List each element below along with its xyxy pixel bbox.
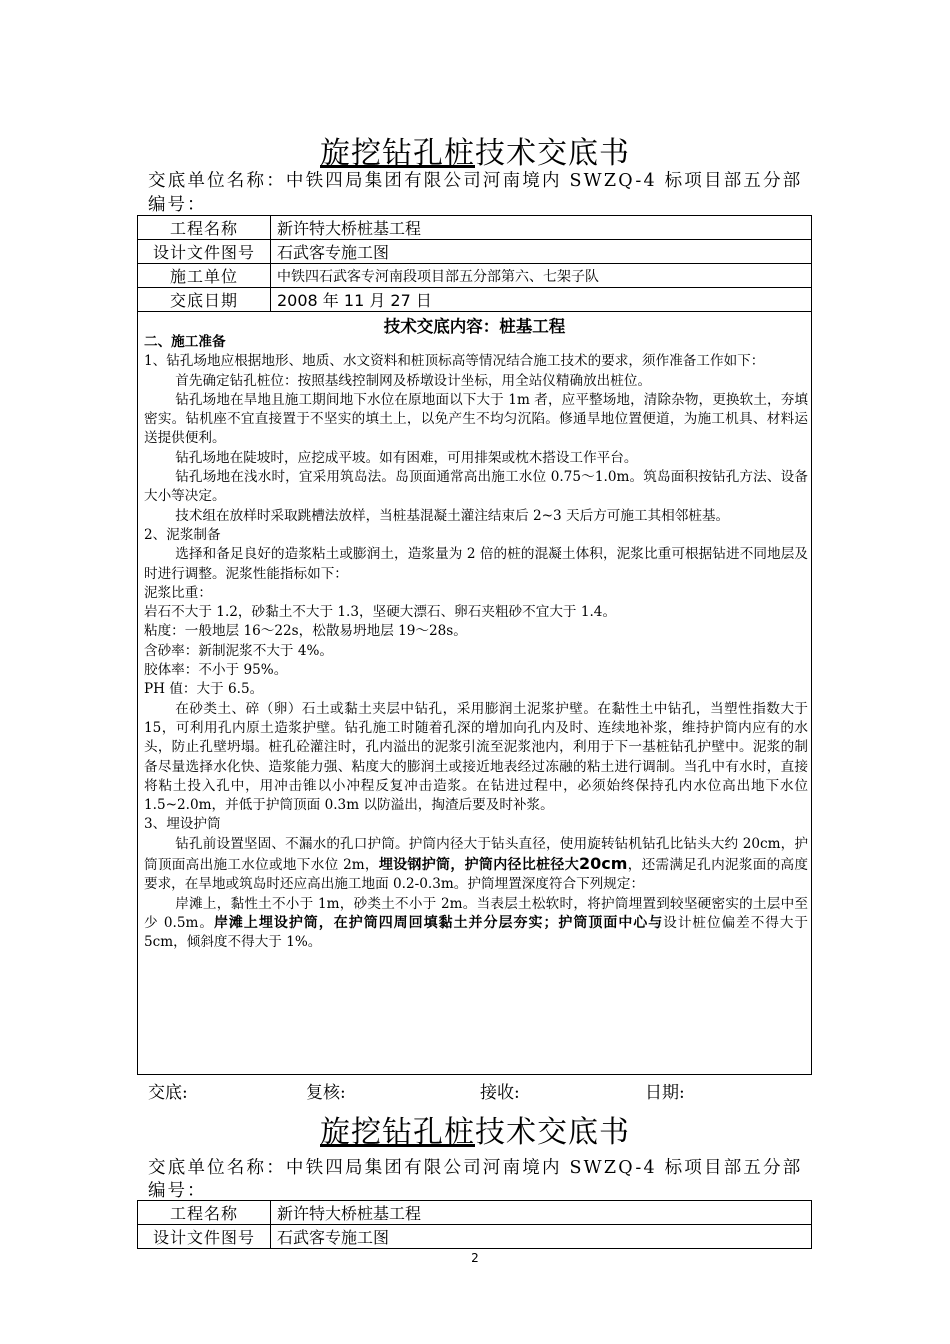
sign-review: 复核: (306, 1083, 346, 1103)
table-row (138, 216, 812, 240)
title-rest: 技术交底书 (475, 136, 630, 171)
paragraph: 钻孔场地在旱地且施工期间地下水位在原地面以下大于 1m 者，应平整场地，清除杂物，更换软土，夯填密实。钻机座不宜直接置于不坚实的填土上，以免产生不均匀沉陷。修通旱地位置便道，为施工机具、材料运送提供便利。 (144, 391, 808, 447)
paragraph: PH 值：大于 6.5。 (144, 681, 264, 698)
paragraph: 钻孔场地在陡坡时，应挖成平坡。如有困难，可用排架或枕木搭设工作平台。 (175, 449, 638, 466)
info-key: 设计文件图号 (138, 1225, 271, 1249)
bold-text-run: 岸滩上埋设护筒，在护筒四周回填黏土并分层夯实；护筒顶面中心与 (213, 914, 664, 931)
info-key: 工程名称 (138, 216, 271, 240)
paragraph: 选择和备足良好的造浆粘土或膨润土，造浆量为 2 倍的桩的混凝土体积，泥浆比重可根据钻进不同地层及时进行调整。泥浆性能指标如下： (144, 546, 808, 582)
table-row (138, 288, 812, 312)
table-row (138, 1201, 812, 1225)
title-rest: 技术交底书 (475, 1115, 630, 1150)
sign-handover: 交底: (148, 1083, 188, 1103)
paragraph (144, 835, 808, 895)
info-value: 新许特大桥桩基工程 (271, 1201, 812, 1225)
text-run: 岸滩上，黏性土不小于 1m，砂类土不小于 2m。当表层土松软时，将护筒埋置到较坚硬密实的土层中至少 0.5m。 (144, 895, 808, 931)
serial-number-label: 编号： (148, 195, 207, 215)
info-value: 2008 年 11 月 27 日 (271, 288, 812, 312)
paragraph: 技术组在放样时采取跳槽法放样，当桩基混凝土灌注结束后 2~3 天后方可施工其相邻桩基。 (175, 507, 730, 524)
table-row (138, 264, 812, 288)
info-key: 交底日期 (138, 288, 271, 312)
title-underlined: 旋挖钻孔桩 (320, 136, 475, 171)
info-value: 石武客专施工图 (271, 1225, 812, 1249)
paragraph: 在砂类土、碎（卵）石土或黏土夹层中钻孔，采用膨润土泥浆护壁。在黏性土中钻孔，当塑性指数大于 15，可利用孔内原土造浆护壁。钻孔施工时随着孔深的增加向孔内及时、连续地补浆，维持护筒内应有的水头，防止孔壁坍塌。桩孔砼灌注时，孔内溢出的泥浆引流至泥浆池内，利用于下一基桩钻孔护壁中。泥浆的制备尽量选择水化快、造浆能力强、粘度大的膨润土或接近地表经过冻融的粘土进行调制。当孔中有水时，直接将粘土投入孔中，用冲击锥以小冲程反复冲击造浆。在钻进过程中，必须始终保持孔内水位高出地下水位 1.5~2.0m，并低于护筒顶面 0.3m 以防溢出，掏渣后要及时补浆。 (144, 700, 808, 814)
sign-date: 日期: (645, 1083, 685, 1103)
table-row (138, 240, 812, 264)
document-title (0, 128, 950, 172)
serial-number-label: 编号： (148, 1181, 207, 1201)
title-underlined: 旋挖钻孔桩 (320, 1115, 475, 1150)
info-value: 新许特大桥桩基工程 (271, 216, 812, 240)
info-value: 石武客专施工图 (271, 240, 812, 264)
paragraph: 3、埋设护筒 (144, 816, 221, 833)
text-run: 钻孔前设置坚固、不漏水的孔口护筒。护筒内径大于钻头直径，使用旋转钻机钻孔比钻头大约 20cm，护筒顶面高出施工水位或地下水位 2m， (144, 835, 808, 874)
paragraph: 粘度：一般地层 16～22s，松散易坍地层 19～28s。 (144, 623, 467, 640)
paragraph: 泥浆比重： (144, 584, 212, 601)
content-title: 技术交底内容：桩基工程 (383, 317, 566, 336)
info-value: 中铁四石武客专河南段项目部五分部第六、七架子队 (271, 264, 812, 288)
paragraph: 岩石不大于 1.2，砂黏土不大于 1.3，坚硬大漂石、卵石夹粗砂不宜大于 1.4。 (144, 604, 617, 621)
info-key: 施工单位 (138, 264, 271, 288)
issuing-unit-line: 交底单位名称：中铁四局集团有限公司河南境内 SWZQ-4 标项目部五分部 (148, 171, 803, 191)
section-heading: 二、施工准备 (144, 334, 226, 350)
paragraph: 钻孔场地在浅水时，宜采用筑岛法。岛顶面通常高出施工水位 0.75～1.0m。筑岛面积按钻孔方法、设备大小等决定。 (144, 469, 808, 505)
project-info-table (137, 215, 812, 312)
project-info-table (137, 1200, 812, 1249)
paragraph: 首先确定钻孔桩位：按照基线控制网及桥墩设计坐标，用全站仪精确放出桩位。 (175, 372, 652, 389)
issuing-unit-line: 交底单位名称：中铁四局集团有限公司河南境内 SWZQ-4 标项目部五分部 (148, 1158, 803, 1178)
info-key: 设计文件图号 (138, 240, 271, 264)
paragraph (144, 895, 808, 953)
content-body (144, 333, 808, 953)
sign-receive: 接收: (480, 1083, 520, 1103)
bold-text-run: 埋设钢护筒，护筒内径比桩径大 (378, 857, 579, 874)
text-run: ，还需满足孔内泥浆面的高度要求，在旱地或筑岛时还应高出施工地面 0.2-0.3m。护筒埋置深度符合下列规定： (144, 857, 809, 893)
page-number: 2 (471, 1251, 479, 1265)
paragraph: 胶体率：不小于 95%。 (144, 662, 288, 679)
paragraph: 含砂率：新制泥浆不大于 4%。 (144, 642, 334, 659)
text-run: 设计桩位偏差不得大于 5cm，倾斜度不得大于 1%。 (144, 914, 808, 951)
info-key: 工程名称 (138, 1201, 271, 1225)
document-title (0, 1107, 950, 1151)
paragraph: 2、泥浆制备 (144, 526, 221, 543)
bold-text-run: 20cm (579, 854, 628, 874)
table-row (138, 1225, 812, 1249)
paragraph: 1、钻孔场地应根据地形、地质、水文资料和桩顶标高等情况结合施工技术的要求，须作准备工作如下： (144, 353, 765, 370)
